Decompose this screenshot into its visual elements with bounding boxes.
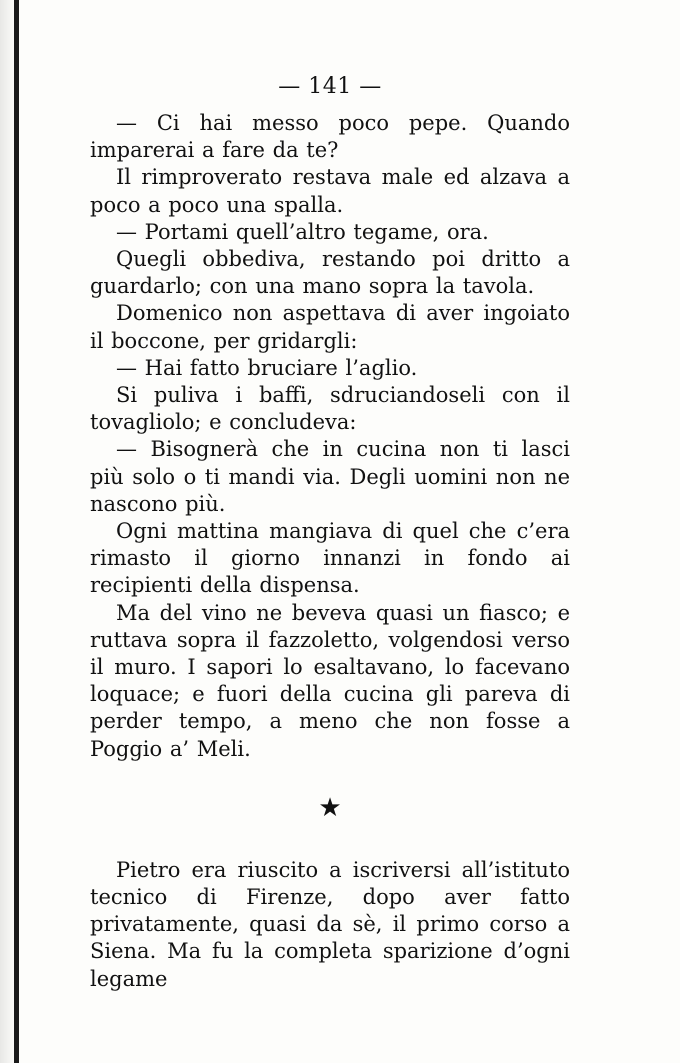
paragraph: — Ci hai messo poco pepe. Quando imparerai a fare da te? <box>90 111 570 163</box>
paragraph: — Portami quell’altro tegame, ora. <box>116 219 489 244</box>
paragraph: Ogni mattina mangiava di quel che c’era rimasto il giorno innanzi in fondo ai recipienti della dispensa. <box>90 519 570 598</box>
paragraph: Ma del vino ne beveva quasi un fiasco; e ruttava sopra il fazzoletto, volgendosi verso il muro. I sapori lo esaltavano, lo facevano loquace; e fuori della cucina gli pareva di perder tempo, a meno che non fosse a Poggio a’ Meli. <box>90 600 570 761</box>
page-number: — 141 — <box>278 74 382 99</box>
paragraph: — Bisognerà che in cucina non ti lasci più solo o ti mandi via. Degli uomini non ne nascono più. <box>90 437 570 516</box>
paragraph: Domenico non aspettava di aver ingoiato il boccone, per gridargli: <box>90 301 570 353</box>
paragraph: Si puliva i baffi, sdruciandoseli con il tovagliolo; e concludeva: <box>90 383 570 435</box>
text-block <box>90 72 570 993</box>
paragraph: — Hai fatto bruciare l’aglio. <box>116 355 418 380</box>
page-edge-line <box>14 0 19 1063</box>
paragraph: Il rimproverato restava male ed alzava a poco a poco una spalla. <box>90 165 570 217</box>
paragraph: Pietro era riuscito a iscriversi all’istituto tecnico di Firenze, dopo aver fatto privatamente, quasi da sè, il primo corso a Siena. Ma fu la completa sparizione d’ogni legame <box>90 857 570 991</box>
paragraph: Quegli obbediva, restando poi dritto a guardarlo; con una mano sopra la tavola. <box>90 247 570 299</box>
section-separator-star: ★ <box>318 792 342 823</box>
gutter-shadow <box>0 0 14 1063</box>
